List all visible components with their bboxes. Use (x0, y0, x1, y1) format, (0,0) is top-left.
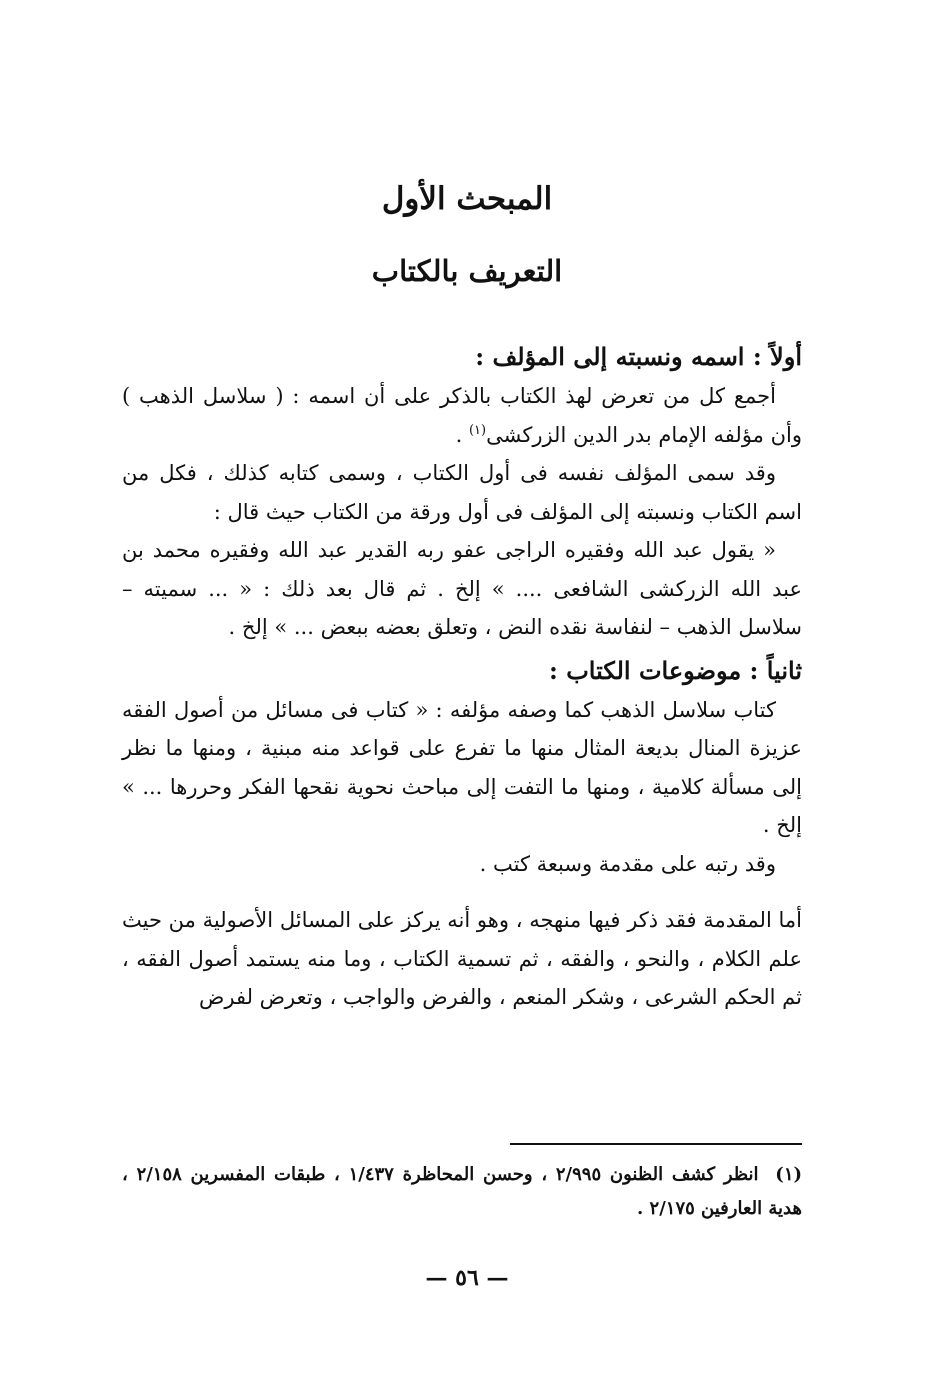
page-number: — ٥٦ — (425, 1265, 509, 1291)
section-heading-topics: ثانياً : موضوعات الكتاب : (548, 655, 802, 685)
paragraph-introduction: أما المقدمة فقد ذكر فيها منهجه ، وهو أنه يركز على المسائل الأصولية من حيث علم الكلام ، والنحو ، والفقه ، ثم تسمية الكتاب ، وما منه يستمد أصول الفقه ، ثم الحكم الشرعى ، وشكر المنعم ، والفرض والواجب ، وتعرض لفرض (122, 908, 802, 1009)
paragraph-title-consensus (122, 377, 802, 454)
paragraph-text: أجمع كل من تعرض لهذ الكتاب بالذكر على أن اسمه : ( سلاسل الذهب ) وأن مؤلفه الإمام بدر الدين الزركشى (122, 384, 802, 447)
footnote-text: انظر كشف الظنون ٢/٩٩٥ ، وحسن المحاظرة ١/٤٣٧ ، طبقات المفسرين ٢/١٥٨ ، هدية العارفين ٢/١٧٥ . (122, 1164, 802, 1219)
paragraph-arrangement: وقد رتبه على مقدمة وسبعة كتب . (479, 851, 776, 876)
paragraph-end: . (455, 422, 469, 447)
footnote-separator (510, 1143, 802, 1145)
paragraph-quotation: « يقول عبد الله وفقيره الراجى عفو ربه القدير عبد الله وفقيره محمد بن عبد الله الزركشى الشافعى .... » إلخ . ثم قال بعد ذلك : « ... سميته – سلاسل الذهب – لنفاسة نقده النض ، وتعلق بعضه ببعض ... » إلخ . (122, 538, 802, 639)
chapter-title: المبحث الأول (381, 181, 553, 217)
footnote (122, 1158, 802, 1226)
chapter-subtitle: التعريف بالكتاب (371, 254, 563, 288)
footnote-number: (١) (775, 1164, 803, 1185)
paragraph-author-naming: وقد سمى المؤلف نفسه فى أول الكتاب ، وسمى كتابه كذلك ، فكل من اسم الكتاب ونسبته إلى المؤلف فى أول ورقة من الكتاب حيث قال : (122, 461, 802, 524)
paragraph-book-description: كتاب سلاسل الذهب كما وصفه مؤلفه : « كتاب فى مسائل من أصول الفقه عزيزة المنال بديعة المثال منها ما تفرع على قواعد منه مبنية ، ومنها ما نظر إلى مسألة كلامية ، ومنها ما التفت إلى مباحث نحوية نقحها الفكر وحررها ... » إلخ . (122, 697, 802, 837)
spacer (122, 883, 802, 901)
footnote-reference: (١) (468, 422, 487, 438)
main-text (122, 337, 802, 1017)
section-heading-name-attribution: أولاً : اسمه ونسبته إلى المؤلف : (475, 342, 802, 371)
